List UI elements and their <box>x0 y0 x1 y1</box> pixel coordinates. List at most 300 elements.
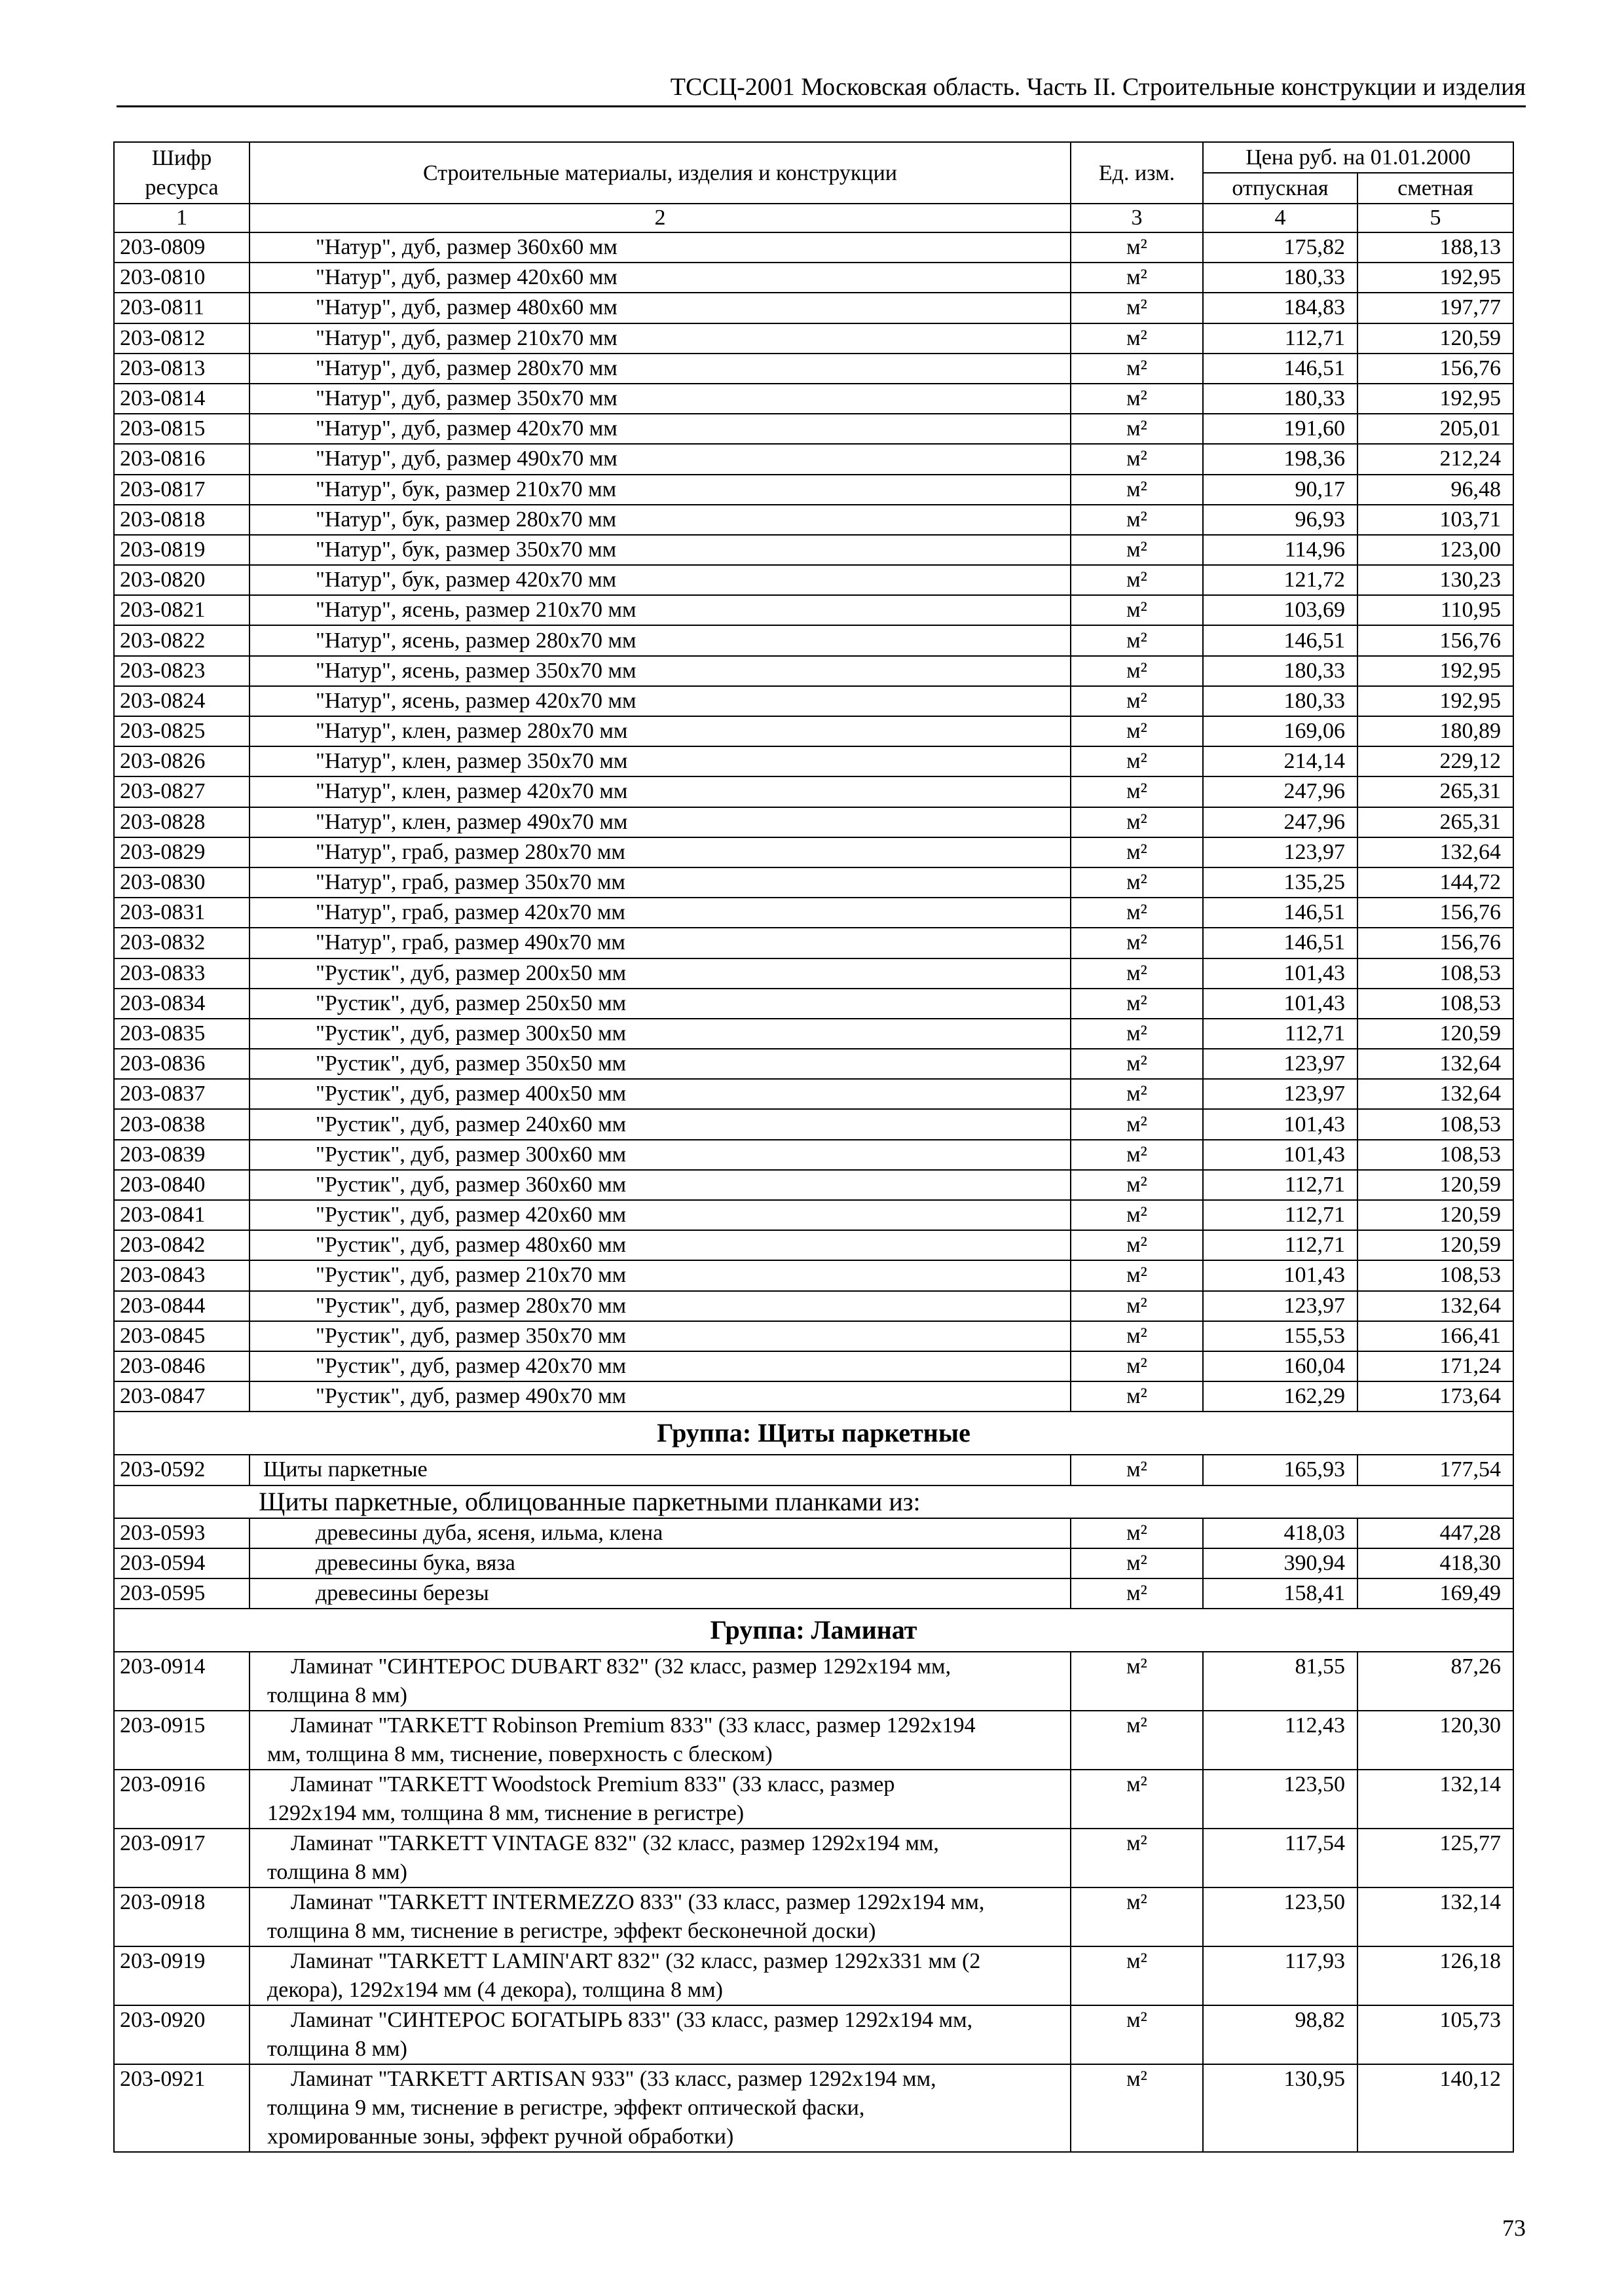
cell-unit: м² <box>1071 293 1203 323</box>
cell-code: 203-0831 <box>114 898 249 928</box>
cell-name-line: толщина 8 мм) <box>267 1860 407 1885</box>
cell-release-price: 198,36 <box>1203 444 1357 474</box>
cell-code: 203-0835 <box>114 1019 249 1049</box>
cell-estimate-price: 110,95 <box>1357 595 1513 625</box>
table-row <box>114 354 1513 384</box>
cell-estimate-price: 265,31 <box>1357 807 1513 837</box>
cell-release-price: 101,43 <box>1203 1109 1357 1139</box>
cell-name: "Натур", дуб, размер 350х70 мм <box>249 384 1071 414</box>
cell-name: "Натур", граб, размер 280х70 мм <box>249 837 1071 867</box>
cell-unit: м² <box>1071 1652 1203 1711</box>
subheading-panels: Щиты паркетные, облицованные паркетными планками из: <box>114 1485 1513 1518</box>
cell-name-line: Ламинат "TARKETT ARTISAN 933" (33 класс, размер 1292х194 мм, <box>291 2067 936 2092</box>
cell-estimate-price: 418,30 <box>1357 1548 1513 1578</box>
cell-name <box>249 1887 1071 1946</box>
column-number: 5 <box>1357 204 1513 232</box>
table-row <box>114 1140 1513 1170</box>
cell-estimate-price: 120,59 <box>1357 1170 1513 1200</box>
cell-estimate-price: 192,95 <box>1357 656 1513 686</box>
table-row <box>114 1578 1513 1609</box>
cell-estimate-price: 132,14 <box>1357 1770 1513 1829</box>
cell-estimate-price: 192,95 <box>1357 686 1513 716</box>
header-unit: Ед. изм. <box>1071 142 1203 204</box>
cell-name-line: Ламинат "СИНТЕРОС DUBART 832" (32 класс, размер 1292х194 мм, <box>291 1654 951 1679</box>
cell-code: 203-0841 <box>114 1200 249 1230</box>
cell-estimate-price: 192,95 <box>1357 263 1513 293</box>
header-rule <box>117 105 1526 107</box>
cell-name: "Натур", граб, размер 420х70 мм <box>249 898 1071 928</box>
cell-name-line: Ламинат "TARKETT INTERMEZZO 833" (33 класс, размер 1292х194 мм, <box>291 1890 985 1915</box>
cell-name: древесины березы <box>249 1578 1071 1609</box>
cell-unit: м² <box>1071 1140 1203 1170</box>
cell-unit: м² <box>1071 1887 1203 1946</box>
cell-unit: м² <box>1071 898 1203 928</box>
cell-name: "Натур", дуб, размер 280х70 мм <box>249 354 1071 384</box>
cell-name: "Натур", клен, размер 420х70 мм <box>249 776 1071 807</box>
cell-code: 203-0842 <box>114 1230 249 1260</box>
cell-estimate-price: 108,53 <box>1357 1109 1513 1139</box>
table-row <box>114 1887 1513 1946</box>
cell-code: 203-0837 <box>114 1079 249 1109</box>
cell-code: 203-0592 <box>114 1455 249 1485</box>
cell-estimate-price: 180,89 <box>1357 716 1513 746</box>
header-estimate: сметная <box>1357 173 1513 204</box>
cell-code: 203-0826 <box>114 746 249 776</box>
cell-name: "Натур", клен, размер 350х70 мм <box>249 746 1071 776</box>
price-table <box>113 141 1514 2153</box>
cell-name: "Натур", бук, размер 280х70 мм <box>249 505 1071 535</box>
cell-release-price: 390,94 <box>1203 1548 1357 1578</box>
cell-name <box>249 1829 1071 1887</box>
group-panels <box>114 1412 1513 1518</box>
table-row <box>114 323 1513 354</box>
table-header <box>114 142 1513 232</box>
cell-estimate-price: 108,53 <box>1357 1260 1513 1290</box>
cell-unit: м² <box>1071 535 1203 565</box>
cell-release-price: 175,82 <box>1203 232 1357 263</box>
cell-release-price: 162,29 <box>1203 1381 1357 1412</box>
cell-name-line: Ламинат "TARKETT VINTAGE 832" (32 класс, размер 1292х194 мм, <box>291 1831 939 1856</box>
cell-unit: м² <box>1071 1711 1203 1770</box>
cell-name: "Натур", ясень, размер 420х70 мм <box>249 686 1071 716</box>
cell-release-price: 112,71 <box>1203 1230 1357 1260</box>
cell-code: 203-0594 <box>114 1548 249 1578</box>
cell-code: 203-0918 <box>114 1887 249 1946</box>
cell-code: 203-0845 <box>114 1321 249 1351</box>
cell-name: "Рустик", дуб, размер 420х70 мм <box>249 1351 1071 1381</box>
cell-release-price: 121,72 <box>1203 565 1357 595</box>
cell-name-line: мм, толщина 8 мм, тиснение, поверхность с блеском) <box>267 1742 773 1767</box>
table-row <box>114 1548 1513 1578</box>
cell-estimate-price: 140,12 <box>1357 2064 1513 2152</box>
cell-unit: м² <box>1071 837 1203 867</box>
table-row <box>114 1351 1513 1381</box>
cell-estimate-price: 96,48 <box>1357 475 1513 505</box>
cell-estimate-price: 205,01 <box>1357 414 1513 444</box>
cell-unit: м² <box>1071 656 1203 686</box>
cell-unit: м² <box>1071 1230 1203 1260</box>
cell-unit: м² <box>1071 1351 1203 1381</box>
cell-unit: м² <box>1071 958 1203 989</box>
cell-estimate-price: 265,31 <box>1357 776 1513 807</box>
cell-release-price: 160,04 <box>1203 1351 1357 1381</box>
cell-unit: м² <box>1071 1049 1203 1079</box>
panels-sub-rows <box>114 1518 1513 1609</box>
cell-unit: м² <box>1071 263 1203 293</box>
cell-unit: м² <box>1071 928 1203 958</box>
cell-release-price: 123,97 <box>1203 1079 1357 1109</box>
cell-name: "Натур", дуб, размер 210х70 мм <box>249 323 1071 354</box>
cell-unit: м² <box>1071 1518 1203 1548</box>
group-heading-panels: Группа: Щиты паркетные <box>114 1412 1513 1455</box>
cell-release-price: 146,51 <box>1203 898 1357 928</box>
cell-unit: м² <box>1071 384 1203 414</box>
cell-name: "Рустик", дуб, размер 480х60 мм <box>249 1230 1071 1260</box>
cell-release-price: 112,43 <box>1203 1711 1357 1770</box>
table-row <box>114 1455 1513 1485</box>
cell-release-price: 169,06 <box>1203 716 1357 746</box>
cell-name: "Натур", бук, размер 420х70 мм <box>249 565 1071 595</box>
cell-name <box>249 2064 1071 2152</box>
table-row <box>114 1381 1513 1412</box>
cell-unit: м² <box>1071 1109 1203 1139</box>
cell-release-price: 418,03 <box>1203 1518 1357 1548</box>
cell-estimate-price: 132,64 <box>1357 837 1513 867</box>
cell-code: 203-0916 <box>114 1770 249 1829</box>
table-row <box>114 1019 1513 1049</box>
cell-estimate-price: 132,64 <box>1357 1079 1513 1109</box>
cell-estimate-price: 132,64 <box>1357 1049 1513 1079</box>
table-row <box>114 1260 1513 1290</box>
column-numbers-row <box>114 204 1513 232</box>
cell-estimate-price: 120,59 <box>1357 1200 1513 1230</box>
cell-name: "Натур", граб, размер 350х70 мм <box>249 867 1071 898</box>
cell-unit: м² <box>1071 1200 1203 1230</box>
cell-release-price: 180,33 <box>1203 263 1357 293</box>
cell-unit: м² <box>1071 2005 1203 2064</box>
cell-name-line: Ламинат "TARKETT Robinson Premium 833" (33 класс, размер 1292х194 <box>291 1713 976 1738</box>
cell-code: 203-0819 <box>114 535 249 565</box>
table-row <box>114 263 1513 293</box>
cell-estimate-price: 212,24 <box>1357 444 1513 474</box>
cell-unit: м² <box>1071 414 1203 444</box>
cell-name-line: декора), 1292х194 мм (4 декора), толщина 8 мм) <box>267 1978 723 2003</box>
cell-code: 203-0830 <box>114 867 249 898</box>
column-number: 3 <box>1071 204 1203 232</box>
cell-name: "Рустик", дуб, размер 350х50 мм <box>249 1049 1071 1079</box>
cell-release-price: 123,97 <box>1203 1291 1357 1321</box>
cell-name: "Натур", дуб, размер 360х60 мм <box>249 232 1071 263</box>
table-row <box>114 1230 1513 1260</box>
cell-name-line: толщина 8 мм) <box>267 1683 407 1708</box>
cell-code: 203-0917 <box>114 1829 249 1887</box>
cell-code: 203-0824 <box>114 686 249 716</box>
cell-code: 203-0809 <box>114 232 249 263</box>
cell-estimate-price: 177,54 <box>1357 1455 1513 1485</box>
cell-name: древесины дуба, ясеня, ильма, клена <box>249 1518 1071 1548</box>
cell-unit: м² <box>1071 354 1203 384</box>
cell-release-price: 81,55 <box>1203 1652 1357 1711</box>
cell-estimate-price: 105,73 <box>1357 2005 1513 2064</box>
cell-release-price: 101,43 <box>1203 958 1357 989</box>
cell-estimate-price: 132,64 <box>1357 1291 1513 1321</box>
cell-estimate-price: 130,23 <box>1357 565 1513 595</box>
table-row <box>114 1770 1513 1829</box>
table-row <box>114 1200 1513 1230</box>
cell-code: 203-0836 <box>114 1049 249 1079</box>
cell-unit: м² <box>1071 989 1203 1019</box>
cell-unit: м² <box>1071 1291 1203 1321</box>
cell-unit: м² <box>1071 232 1203 263</box>
cell-release-price: 114,96 <box>1203 535 1357 565</box>
cell-code: 203-0821 <box>114 595 249 625</box>
cell-code: 203-0813 <box>114 354 249 384</box>
table-row <box>114 1049 1513 1079</box>
cell-unit: м² <box>1071 444 1203 474</box>
cell-name: "Натур", дуб, размер 420х70 мм <box>249 414 1071 444</box>
cell-estimate-price: 120,59 <box>1357 323 1513 354</box>
cell-code: 203-0828 <box>114 807 249 837</box>
cell-estimate-price: 144,72 <box>1357 867 1513 898</box>
cell-code: 203-0827 <box>114 776 249 807</box>
header-name: Строительные материалы, изделия и конструкции <box>249 142 1071 204</box>
cell-name: "Рустик", дуб, размер 360х60 мм <box>249 1170 1071 1200</box>
cell-unit: м² <box>1071 1548 1203 1578</box>
cell-name-line: Ламинат "СИНТЕРОС БОГАТЫРЬ 833" (33 класс, размер 1292х194 мм, <box>291 2008 973 2033</box>
cell-code: 203-0832 <box>114 928 249 958</box>
cell-code: 203-0820 <box>114 565 249 595</box>
cell-estimate-price: 108,53 <box>1357 958 1513 989</box>
cell-estimate-price: 123,00 <box>1357 535 1513 565</box>
cell-name: "Натур", дуб, размер 420х60 мм <box>249 263 1071 293</box>
cell-release-price: 112,71 <box>1203 1019 1357 1049</box>
cell-code: 203-0843 <box>114 1260 249 1290</box>
cell-estimate-price: 103,71 <box>1357 505 1513 535</box>
cell-unit: м² <box>1071 565 1203 595</box>
cell-estimate-price: 125,77 <box>1357 1829 1513 1887</box>
cell-name <box>249 1652 1071 1711</box>
cell-unit: м² <box>1071 686 1203 716</box>
cell-name: "Рустик", дуб, размер 350х70 мм <box>249 1321 1071 1351</box>
cell-unit: м² <box>1071 807 1203 837</box>
cell-name: "Натур", бук, размер 210х70 мм <box>249 475 1071 505</box>
table-row <box>114 776 1513 807</box>
cell-release-price: 117,93 <box>1203 1946 1357 2005</box>
cell-name: "Натур", ясень, размер 280х70 мм <box>249 625 1071 655</box>
table-row <box>114 505 1513 535</box>
cell-unit: м² <box>1071 475 1203 505</box>
cell-name: "Натур", ясень, размер 210х70 мм <box>249 595 1071 625</box>
cell-release-price: 90,17 <box>1203 475 1357 505</box>
table-row <box>114 1321 1513 1351</box>
column-number: 4 <box>1203 204 1357 232</box>
cell-estimate-price: 166,41 <box>1357 1321 1513 1351</box>
cell-name: "Рустик", дуб, размер 200х50 мм <box>249 958 1071 989</box>
cell-unit: м² <box>1071 1260 1203 1290</box>
cell-release-price: 123,97 <box>1203 1049 1357 1079</box>
cell-release-price: 165,93 <box>1203 1455 1357 1485</box>
cell-estimate-price: 197,77 <box>1357 293 1513 323</box>
cell-name: "Рустик", дуб, размер 300х60 мм <box>249 1140 1071 1170</box>
cell-name: Щиты паркетные <box>249 1455 1071 1485</box>
cell-release-price: 101,43 <box>1203 989 1357 1019</box>
table-row <box>114 595 1513 625</box>
cell-unit: м² <box>1071 1170 1203 1200</box>
table-row <box>114 1170 1513 1200</box>
cell-unit: м² <box>1071 776 1203 807</box>
laminate-rows <box>114 1652 1513 2152</box>
group-heading-row <box>114 1412 1513 1455</box>
cell-code: 203-0844 <box>114 1291 249 1321</box>
cell-code: 203-0840 <box>114 1170 249 1200</box>
cell-release-price: 247,96 <box>1203 776 1357 807</box>
table-row <box>114 1652 1513 1711</box>
cell-unit: м² <box>1071 2064 1203 2152</box>
cell-code: 203-0839 <box>114 1140 249 1170</box>
cell-release-price: 180,33 <box>1203 656 1357 686</box>
cell-release-price: 123,50 <box>1203 1770 1357 1829</box>
cell-name: "Рустик", дуб, размер 280х70 мм <box>249 1291 1071 1321</box>
cell-release-price: 158,41 <box>1203 1578 1357 1609</box>
cell-estimate-price: 171,24 <box>1357 1351 1513 1381</box>
table-row <box>114 1079 1513 1109</box>
cell-code: 203-0919 <box>114 1946 249 2005</box>
header-code: Шифр ресурса <box>114 142 249 204</box>
table-row <box>114 716 1513 746</box>
cell-estimate-price: 120,30 <box>1357 1711 1513 1770</box>
cell-code: 203-0818 <box>114 505 249 535</box>
cell-estimate-price: 156,76 <box>1357 625 1513 655</box>
cell-release-price: 123,50 <box>1203 1887 1357 1946</box>
table-row <box>114 2005 1513 2064</box>
cell-code: 203-0810 <box>114 263 249 293</box>
cell-name: "Рустик", дуб, размер 210х70 мм <box>249 1260 1071 1290</box>
cell-code: 203-0920 <box>114 2005 249 2064</box>
cell-name: "Натур", граб, размер 490х70 мм <box>249 928 1071 958</box>
cell-code: 203-0847 <box>114 1381 249 1412</box>
table-row <box>114 625 1513 655</box>
cell-estimate-price: 108,53 <box>1357 989 1513 1019</box>
table-row <box>114 746 1513 776</box>
table-row <box>114 1518 1513 1548</box>
page-header <box>117 71 1526 107</box>
cell-name: "Натур", дуб, размер 480х60 мм <box>249 293 1071 323</box>
cell-release-price: 146,51 <box>1203 625 1357 655</box>
cell-name: "Натур", бук, размер 350х70 мм <box>249 535 1071 565</box>
group-heading-laminate: Группа: Ламинат <box>114 1609 1513 1652</box>
cell-code: 203-0822 <box>114 625 249 655</box>
cell-unit: м² <box>1071 1946 1203 2005</box>
cell-code: 203-0846 <box>114 1351 249 1381</box>
subheading-row <box>114 1485 1513 1518</box>
table-row <box>114 444 1513 474</box>
cell-code: 203-0838 <box>114 1109 249 1139</box>
cell-name-line: толщина 8 мм, тиснение в регистре, эффект бесконечной доски) <box>267 1919 876 1944</box>
table-row <box>114 232 1513 263</box>
cell-name-line: Ламинат "TARKETT Woodstock Premium 833" (33 класс, размер <box>291 1772 895 1797</box>
table-row <box>114 1829 1513 1887</box>
table-row <box>114 384 1513 414</box>
cell-name-line: толщина 9 мм, тиснение в регистре, эффект оптической фаски, <box>267 2096 865 2121</box>
cell-release-price: 112,71 <box>1203 323 1357 354</box>
cell-name-line: хромированные зоны, эффект ручной обработки) <box>267 2124 734 2149</box>
cell-name: "Рустик", дуб, размер 420х60 мм <box>249 1200 1071 1230</box>
table-row <box>114 867 1513 898</box>
cell-release-price: 117,54 <box>1203 1829 1357 1887</box>
cell-code: 203-0812 <box>114 323 249 354</box>
table-row <box>114 475 1513 505</box>
cell-name: "Натур", дуб, размер 490х70 мм <box>249 444 1071 474</box>
cell-code: 203-0814 <box>114 384 249 414</box>
cell-release-price: 135,25 <box>1203 867 1357 898</box>
cell-release-price: 191,60 <box>1203 414 1357 444</box>
cell-unit: м² <box>1071 1578 1203 1609</box>
cell-release-price: 184,83 <box>1203 293 1357 323</box>
cell-name: "Рустик", дуб, размер 490х70 мм <box>249 1381 1071 1412</box>
table-row <box>114 807 1513 837</box>
cell-release-price: 155,53 <box>1203 1321 1357 1351</box>
cell-unit: м² <box>1071 1019 1203 1049</box>
cell-code: 203-0834 <box>114 989 249 1019</box>
cell-unit: м² <box>1071 1770 1203 1829</box>
table-row <box>114 1711 1513 1770</box>
table-row <box>114 1291 1513 1321</box>
cell-code: 203-0817 <box>114 475 249 505</box>
cell-code: 203-0915 <box>114 1711 249 1770</box>
cell-estimate-price: 156,76 <box>1357 354 1513 384</box>
cell-code: 203-0593 <box>114 1518 249 1548</box>
cell-estimate-price: 108,53 <box>1357 1140 1513 1170</box>
cell-unit: м² <box>1071 323 1203 354</box>
cell-code: 203-0833 <box>114 958 249 989</box>
table-row <box>114 293 1513 323</box>
table-row <box>114 898 1513 928</box>
cell-code: 203-0823 <box>114 656 249 686</box>
column-number: 1 <box>114 204 249 232</box>
cell-release-price: 96,93 <box>1203 505 1357 535</box>
cell-estimate-price: 156,76 <box>1357 928 1513 958</box>
cell-name-line: Ламинат "TARKETT LAMIN'ART 832" (32 класс, размер 1292х331 мм (2 <box>291 1949 981 1974</box>
cell-release-price: 98,82 <box>1203 2005 1357 2064</box>
cell-code: 203-0921 <box>114 2064 249 2152</box>
cell-name-line: 1292х194 мм, толщина 8 мм, тиснение в регистре) <box>267 1801 745 1826</box>
cell-name: "Натур", ясень, размер 350х70 мм <box>249 656 1071 686</box>
cell-name <box>249 1711 1071 1770</box>
group-laminate-heading <box>114 1609 1513 1652</box>
cell-estimate-price: 132,14 <box>1357 1887 1513 1946</box>
cell-estimate-price: 120,59 <box>1357 1230 1513 1260</box>
cell-unit: м² <box>1071 1455 1203 1485</box>
cell-estimate-price: 126,18 <box>1357 1946 1513 2005</box>
cell-release-price: 146,51 <box>1203 354 1357 384</box>
cell-name: "Рустик", дуб, размер 240х60 мм <box>249 1109 1071 1139</box>
table-row <box>114 656 1513 686</box>
cell-estimate-price: 447,28 <box>1357 1518 1513 1548</box>
table-body <box>114 232 1513 1412</box>
cell-name: "Рустик", дуб, размер 300х50 мм <box>249 1019 1071 1049</box>
cell-unit: м² <box>1071 505 1203 535</box>
cell-unit: м² <box>1071 867 1203 898</box>
cell-name <box>249 2005 1071 2064</box>
cell-release-price: 130,95 <box>1203 2064 1357 2152</box>
cell-release-price: 103,69 <box>1203 595 1357 625</box>
cell-name <box>249 1946 1071 2005</box>
cell-name: "Натур", клен, размер 490х70 мм <box>249 807 1071 837</box>
cell-code: 203-0816 <box>114 444 249 474</box>
cell-release-price: 101,43 <box>1203 1260 1357 1290</box>
cell-estimate-price: 169,49 <box>1357 1578 1513 1609</box>
cell-release-price: 112,71 <box>1203 1170 1357 1200</box>
